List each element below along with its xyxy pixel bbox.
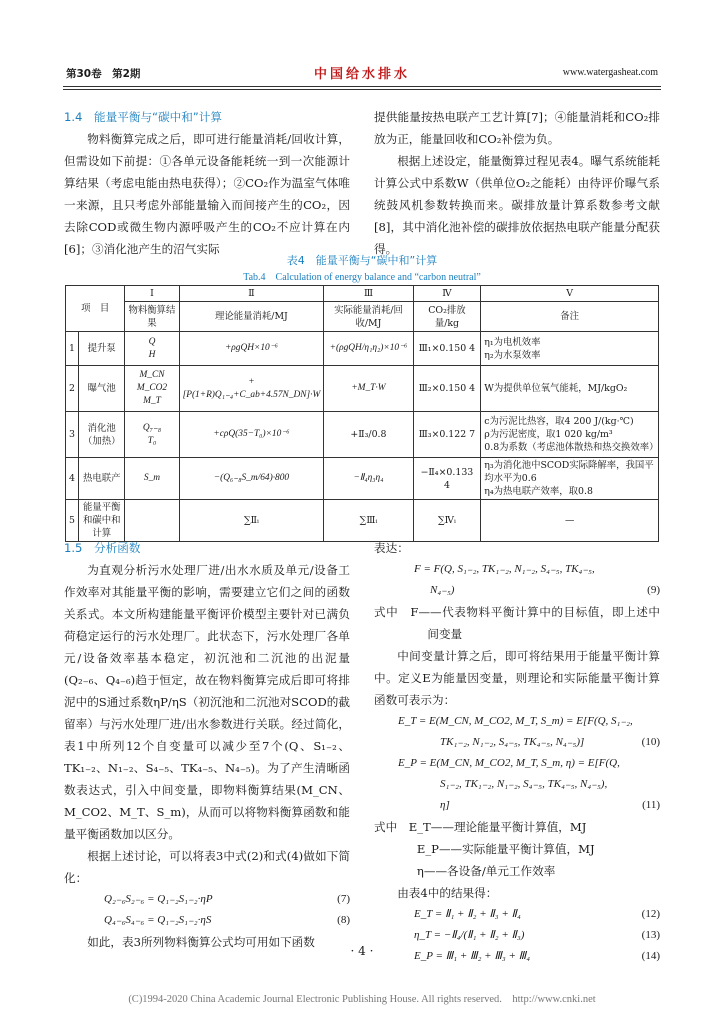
cell-actual: ∑Ⅲᵢ [324,500,413,542]
journal-volume: 第30卷 第2期 [66,68,141,80]
row-name: 消化池（加热） [78,412,124,458]
lower-left-column [64,537,350,953]
equation-9-cont [374,580,660,601]
equation-text: Q₂₋₆S₂₋₆ = Q₁₋₂S₁₋₂·ηP [104,893,213,905]
row-number: 3 [66,412,79,458]
journal-url: www.watergasheat.com [562,67,658,78]
cell-co2: ∑Ⅳᵢ [413,500,481,542]
row-number: 5 [66,500,79,542]
table-header-col3: 实际能量消耗/回收/MJ [324,302,413,332]
equation-number: (13) [641,929,660,941]
equation-text: S₁₋₂, TK₁₋₂, N₁₋₂, S₄₋₅, TK₄₋₅, N₄₋₅), [440,778,608,790]
where-clause: 式中 E_T——理论能量平衡计算值，MJ [374,820,587,834]
cell-actual: +Ⅱ₃/0.8 [324,412,413,458]
header-rule-2 [63,89,661,90]
paragraph: 为直观分析污水处理厂进/出水水质及单元/设备工作效率对其能量平衡的影响，需要建立它们之间的函数关系式。本文所构建能量平衡评价模型主要针对已满负荷稳定运行的污水处理厂。此状态下，污水处理厂各单元/设备效率基本稳定，初沉池和二沉池的出泥量(Q₂₋₆、Q₄₋₆)趋于恒定，故在物料衡算完成后即可将排泥中的S通过系数ηP/ηS（初沉池和二沉池对SCOD的截留率）与污水处理厂进/出水参数进行关联。经过简化，表1中所列12个自变量可以减少至7个(Q、S₁₋₂、TK₁₋₂、N₁₋₂、S₄₋₅、TK₄₋₅、N₄₋₅)。为了产生清晰函数表达式，引入中间变量，即物料衡算结果(M_CN、M_CO2、M_T、S_m)，从而可以将物料衡算函数和能量平衡函数加以区分。 [64,563,350,841]
cell-actual: +(ρgQH/η₁η₂)×10⁻⁶ [324,332,413,366]
cell-theory: +cρQ(35−T₀)×10⁻⁶ [179,412,324,458]
cell-note: W为提供单位氧气能耗，MJ/kgO₂ [481,366,659,412]
roman-5: Ⅴ [481,286,659,302]
where-clause: 式中 F——代表物料平衡计算中的目标值，即上述中间变量 [374,605,660,641]
paragraph: 中间变量计算之后，即可将结果用于能量平衡计算中。定义E为能量因变量，则理论和实际能量平衡计算函数可表示为： [374,649,660,707]
equation-text: η] [440,799,450,811]
row-number: 2 [66,366,79,412]
equation-number: (11) [642,799,660,811]
equation-9 [374,559,660,580]
table-header-item: 项 目 [66,286,125,332]
equation-10 [374,711,660,732]
roman-3: Ⅲ [324,286,413,302]
table-roman-row [66,286,659,302]
row-number: 4 [66,458,79,500]
equation-text: Q₄₋₆S₄₋₆ = Q₁₋₂S₁₋₂·ηS [104,914,212,926]
paragraph: 根据上述讨论，可以将表3中式(2)和式(4)做如下简化： [64,849,350,885]
equation-7 [64,889,350,910]
table-header-row [66,302,659,332]
roman-1: Ⅰ [125,286,179,302]
cell-co2: −Ⅱ₄×0.133 4 [413,458,481,500]
equation-text: η_T = −Ⅱ₄/(Ⅱ₁ + Ⅱ₂ + Ⅱ₃) [414,929,525,941]
row-name: 提升泵 [78,332,124,366]
lower-right-column [374,537,660,967]
cell-co2: Ⅲ₂×0.150 4 [413,366,481,412]
table-row [66,500,659,542]
equation-12 [374,904,660,925]
copyright-footer: (C)1994-2020 China Academic Journal Electronic Publishing House. All rights reserved. http://www.cnki.net [128,994,596,1005]
equation-number: (12) [641,908,660,920]
cell-theory: +ρgQH×10⁻⁶ [179,332,324,366]
section-heading-1-4: 1.4 能量平衡与“碳中和”计算 [64,110,222,124]
equation-11-end [374,795,660,816]
cell-co2: Ⅲ₁×0.150 4 [413,332,481,366]
equation-8 [64,910,350,931]
paragraph: 根据上述设定，能量衡算过程见表4。曝气系统能耗计算公式中系数W（供单位O₂之能耗）由待评价曝气系统鼓风机参数转换而来。碳排放量计算系数参考文献[8]，其中消化池补偿的碳排放依据热电联产能量分配获得。 [374,154,660,256]
paragraph: 表达： [374,541,409,555]
upper-left-column [64,106,350,260]
cell-theory: −(Q₆₋₈S_m/64)·800 [179,458,324,500]
equation-text: N₄₋₅) [430,584,455,596]
table-row [66,366,659,412]
table-row [66,458,659,500]
equation-text: E_P = Ⅲ₁ + Ⅲ₂ + Ⅲ₃ + Ⅲ₄ [414,950,531,962]
row-name: 能量平衡和碳中和计算 [78,500,124,542]
equation-text: E_T = E(M_CN, M_CO2, M_T, S_m) = E[F(Q, S₁₋₂, [398,715,633,727]
equation-number: (9) [647,584,660,596]
table-header-col5: 备注 [481,302,659,332]
cell-note: η₃为消化池中SCOD实际降解率，我国平均水平为0.6 η₄为热电联产效率，取0.8 [481,458,659,500]
cell-material [125,500,179,542]
cell-theory: ∑Ⅱᵢ [179,500,324,542]
cell-material: Q₇₋₈ T₀ [125,412,179,458]
section-heading-1-5: 1.5 分析函数 [64,541,141,555]
equation-number: (8) [337,914,350,926]
equation-11-cont [374,774,660,795]
journal-title: 中国给水排水 [313,67,410,82]
row-number: 1 [66,332,79,366]
equation-text: E_P = E(M_CN, M_CO2, M_T, S_m, η) = E[F(Q, [398,757,620,769]
cell-material: M_CN M_CO2 M_T [125,366,179,412]
table-caption-cn: 表4 能量平衡与“碳中和”计算 [286,254,438,267]
equation-text: F = F(Q, S₁₋₂, TK₁₋₂, N₁₋₂, S₄₋₅, TK₄₋₅, [414,563,595,575]
cell-material: S_m [125,458,179,500]
equation-13 [374,925,660,946]
cell-note: c为污泥比热容，取4 200 J/(kg·℃) ρ为污泥密度，取1 020 kg/m³ 0.8为系数（考虑池体散热和热交换效率） [481,412,659,458]
equation-number: (7) [337,893,350,905]
where-clause: E_P——实际能量平衡计算值，MJ [416,842,595,856]
cell-note: η₁为电机效率 η₂为水泵效率 [481,332,659,366]
row-name: 曝气池 [78,366,124,412]
equation-11 [374,753,660,774]
equation-text: TK₁₋₂, N₁₋₂, S₄₋₅, TK₄₋₅, N₄₋₅)] [440,736,585,748]
energy-balance-table [65,285,659,542]
equation-10-cont [374,732,660,753]
paragraph: 物料衡算完成之后，即可进行能量消耗/回收计算，但需设如下前提：①各单元设备能耗统一到一次能源计算结果（考虑电能由热电获得）；②CO₂作为温室气体唯一来源，且只考虑外部能量输入而间接产生的CO₂，因去除COD或微生物内源呼吸产生的CO₂不应计算在内[6]；③消化池产生的沼气实际 [64,132,350,256]
cell-note: — [481,500,659,542]
paragraph: 如此，表3所列物料衡算公式均可用如下函数 [87,935,315,949]
paragraph: 由表4中的结果得： [397,886,498,900]
equation-text: E_T = Ⅱ₁ + Ⅱ₂ + Ⅱ₃ + Ⅱ₄ [414,908,521,920]
cell-co2: Ⅲ₃×0.122 7 [413,412,481,458]
paragraph: 提供能量按热电联产工艺计算[7]；④能量消耗和CO₂排放为正，能量回收和CO₂补偿为负。 [374,110,660,146]
table-header-col1: 物料衡算结果 [125,302,179,332]
upper-right-column [374,106,660,260]
table-header-col2: 理论能量消耗/MJ [179,302,324,332]
table-row [66,412,659,458]
cell-material: Q H [125,332,179,366]
cell-actual: +M_T·W [324,366,413,412]
table-header-col4: CO₂排放量/kg [413,302,481,332]
table-caption-en: Tab.4 Calculation of energy balance and “carbon neutral” [243,272,481,283]
roman-4: Ⅳ [413,286,481,302]
row-name: 热电联产 [78,458,124,500]
roman-2: Ⅱ [179,286,324,302]
cell-actual: −Ⅱ₄η₃η₄ [324,458,413,500]
cell-theory: +[P(1+R)Q₁₋₄+C_ab+4.57N_DN]·W [179,366,324,412]
header-rule [63,86,661,87]
page-number: · 4 · [350,944,374,958]
where-clause: η——各设备/单元工作效率 [416,864,556,878]
equation-number: (14) [641,950,660,962]
equation-number: (10) [641,736,660,748]
table-row [66,332,659,366]
